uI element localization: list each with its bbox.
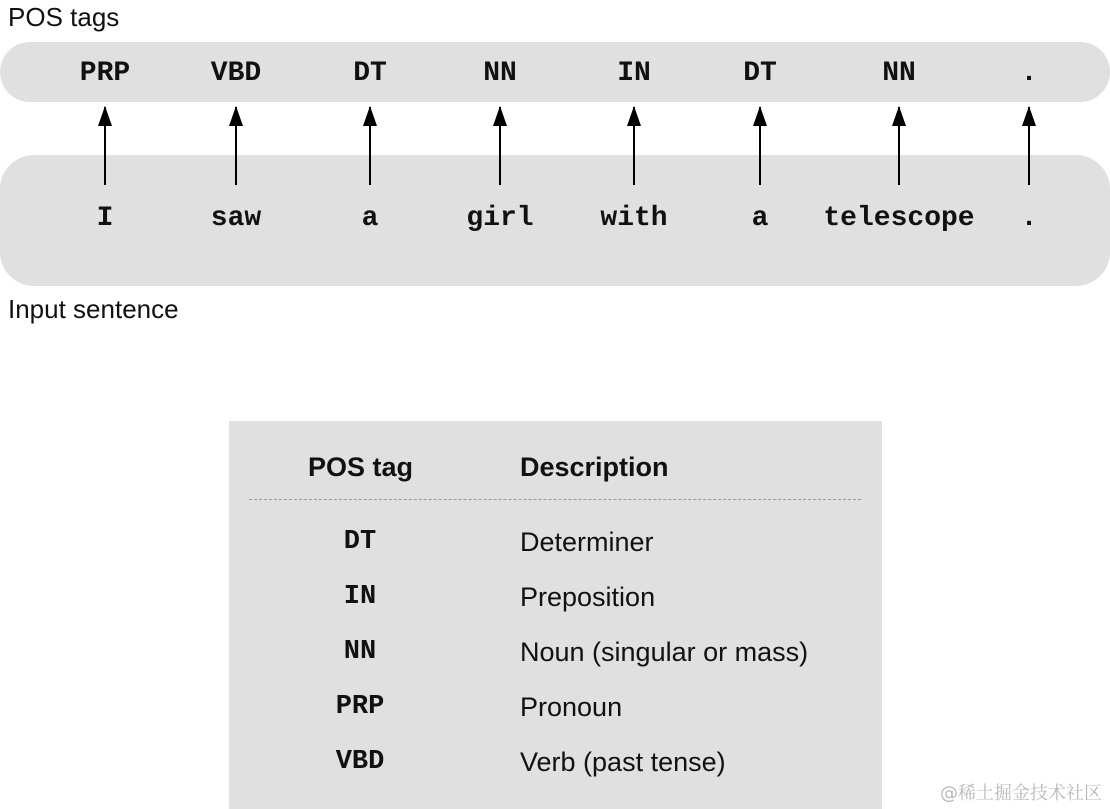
legend-row <box>229 584 882 639</box>
word-3: girl <box>466 203 534 234</box>
pos-tags-band <box>0 42 1110 102</box>
legend-tag: NN <box>343 637 377 667</box>
legend-tag: DT <box>343 527 377 557</box>
word-2: a <box>361 203 379 234</box>
legend-header-description: Description <box>520 452 669 482</box>
legend-divider <box>249 499 861 500</box>
arrowhead-0 <box>98 106 112 126</box>
pos-tag-1: VBD <box>210 58 262 89</box>
input-sentence-label: Input sentence <box>8 294 179 324</box>
arrowhead-2 <box>363 106 377 126</box>
word-1: saw <box>210 203 262 234</box>
legend-header-tag: POS tag <box>308 452 414 482</box>
pos-legend-table <box>229 421 882 809</box>
word-5: a <box>751 203 769 234</box>
word-0: I <box>96 203 114 234</box>
pos-tag-5: DT <box>743 58 777 89</box>
arrowhead-1 <box>229 106 243 126</box>
pos-tag-3: NN <box>483 58 517 89</box>
legend-description: Noun (singular or mass) <box>520 637 809 667</box>
legend-tag: PRP <box>335 692 385 722</box>
legend-description: Verb (past tense) <box>520 747 726 777</box>
legend-tag: VBD <box>335 747 385 777</box>
word-4: with <box>600 203 668 234</box>
legend-description: Determiner <box>520 527 654 557</box>
word-7: . <box>1020 203 1038 234</box>
arrowhead-6 <box>892 106 906 126</box>
legend-row <box>229 749 882 804</box>
arrowhead-5 <box>753 106 767 126</box>
pos-tag-2: DT <box>353 58 387 89</box>
pos-tags-label: POS tags <box>8 2 120 32</box>
arrowhead-4 <box>627 106 641 126</box>
legend-row <box>229 529 882 584</box>
pos-tag-0: PRP <box>79 58 131 89</box>
word-6: telescope <box>823 203 975 234</box>
pos-tag-6: NN <box>882 58 916 89</box>
legend-description: Pronoun <box>520 692 623 722</box>
arrowhead-3 <box>493 106 507 126</box>
legend-row <box>229 639 882 694</box>
watermark: @稀土掘金技术社区 <box>940 783 1102 804</box>
arrowhead-7 <box>1022 106 1036 126</box>
pos-tag-4: IN <box>617 58 651 89</box>
legend-description: Preposition <box>520 582 656 612</box>
legend-tag: IN <box>343 582 377 612</box>
legend-row <box>229 694 882 749</box>
pos-tag-7: . <box>1020 58 1038 89</box>
